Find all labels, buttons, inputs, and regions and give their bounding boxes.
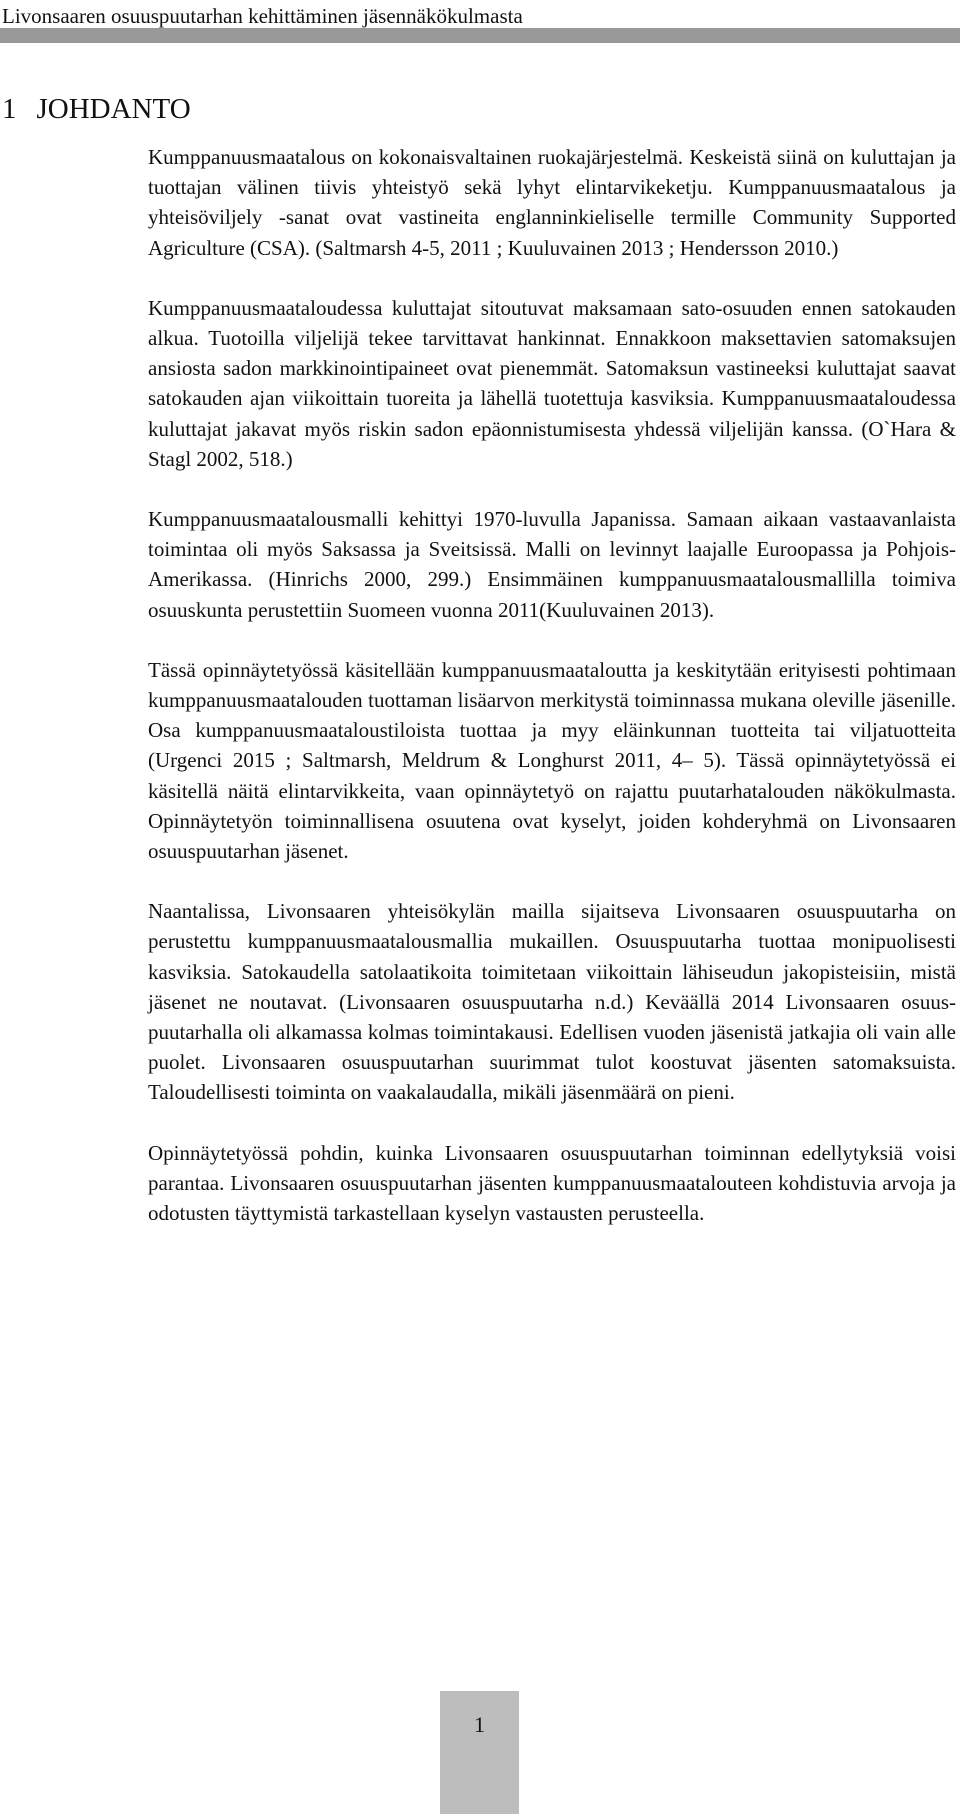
chapter-heading — [2, 89, 191, 129]
page-number-box — [440, 1691, 519, 1814]
chapter-title: JOHDANTO — [36, 93, 191, 125]
paragraph-6: Opinnäytetyössä pohdin, kuinka Livonsaaren osuuspuutarhan toiminnan edellytyksiä voisi parantaa. Livonsaaren osuuspuutarhan jäsenten kumppanuusmaatalouteen kohdistuvia arvoja ja odotusten täyttymistä tarkastellaan kyselyn vastausten perusteella. — [148, 1140, 956, 1226]
running-header-title: Livonsaaren osuuspuutarhan kehittäminen jäsennäkökulmasta — [2, 4, 523, 28]
header-rule — [0, 28, 960, 43]
chapter-number: 1 — [2, 93, 17, 125]
paragraph-1: Kumppanuusmaatalous on kokonaisvaltainen ruokajärjestelmä. Keskeistä siinä on kuluttajan ja tuottajan välinen tiivis yhteistyö sekä lyhyt elintarvikeketju. Kumppanuusmaatalous ja yhteisöviljely -sanat ovat vastineita englanninkieliselle termille Community Supported Agriculture (CSA). (Saltmarsh 4-5, 2011 ; Kuuluvainen 2013 ; Hendersson 2010.) — [148, 145, 956, 260]
paragraph-5: Naantalissa, Livonsaaren yhteisökylän mailla sijaitseva Livonsaaren osuuspuutarha on perustettu kumppanuusmaatalousmallia mukaillen. Osuuspuutarha tuottaa monipuolisesti kasviksia. Satokaudella satolaatikoita toimitetaan viikoittain lähiseudun jakopisteisiin, mistä jäsenet ne noutavat. (Livonsaaren osuuspuutarha n.d.) Keväällä 2014 Livonsaaren osuuspuutarhalla oli alkamassa kolmas toimintakausi. Edellisen vuoden jäsenistä jatkajia oli vain alle puolet. Livonsaaren osuuspuutarhan suurimmat tulot koostuvat jäsenten satomaksuista. Taloudellisesti toiminta on vaakalaudalla, mikäli jäsenmäärä on pieni. — [148, 899, 956, 1105]
paragraph-4: Tässä opinnäytetyössä käsitellään kumppanuusmaataloutta ja keskitytään erityisesti pohtimaan kumppanuusmaatalouden tuottaman lisäarvon merkitystä toiminnassa mukana oleville jäsenille. Osa kumppanuusmaataloustiloista tuottaa ja myy eläinkunnan tuotteita tai viljatuotteita (Urgenci 2015 ; Saltmarsh, Meldrum & Longhurst 2011, 4– 5). Tässä opinnäytetyössä ei käsitellä näitä elintarvikkeita, vaan opinnäytetyö on rajattu puutarhatalouden näkökulmasta. Opinnäytetyön toiminnallisena osuutena ovat kyselyt, joiden kohderyhmä on Livonsaaren osuuspuutarhan jäsenet. — [148, 657, 956, 864]
body-text — [148, 142, 956, 1258]
paragraph-3: Kumppanuusmaatalousmalli kehittyi 1970-luvulla Japanissa. Samaan aikaan vastaavanlaista toimintaa oli myös Saksassa ja Sveitsissä. Malli on levinnyt laajalle Euroopassa ja Pohjois-Amerikassa. (Hinrichs 2000, 299.) Ensimmäinen kumppanuusmaatalousmallilla toimiva osuuskunta perustettiin Suomeen vuonna 2011(Kuuluvainen 2013). — [148, 507, 956, 622]
page-number: 1 — [474, 1712, 485, 1737]
paragraph-2: Kumppanuusmaataloudessa kuluttajat sitoutuvat maksamaan sato-osuuden ennen satokauden alkua. Tuotoilla viljelijä tekee tarvittavat hankinnat. Ennakkoon maksettavien satomaksujen ansiosta sadon markkinointipaineet ovat pienemmät. Satomaksun vastineeksi kuluttajat saavat satokauden ajan viikoittain tuoreita ja lähellä tuotettuja kasviksia. Kumppanuusmaataloudessa kuluttajat jakavat myös riskin sadon epäonnistumisesta yhdessä viljelijän kanssa. (O`Hara & Stagl 2002, 518.) — [148, 295, 956, 471]
